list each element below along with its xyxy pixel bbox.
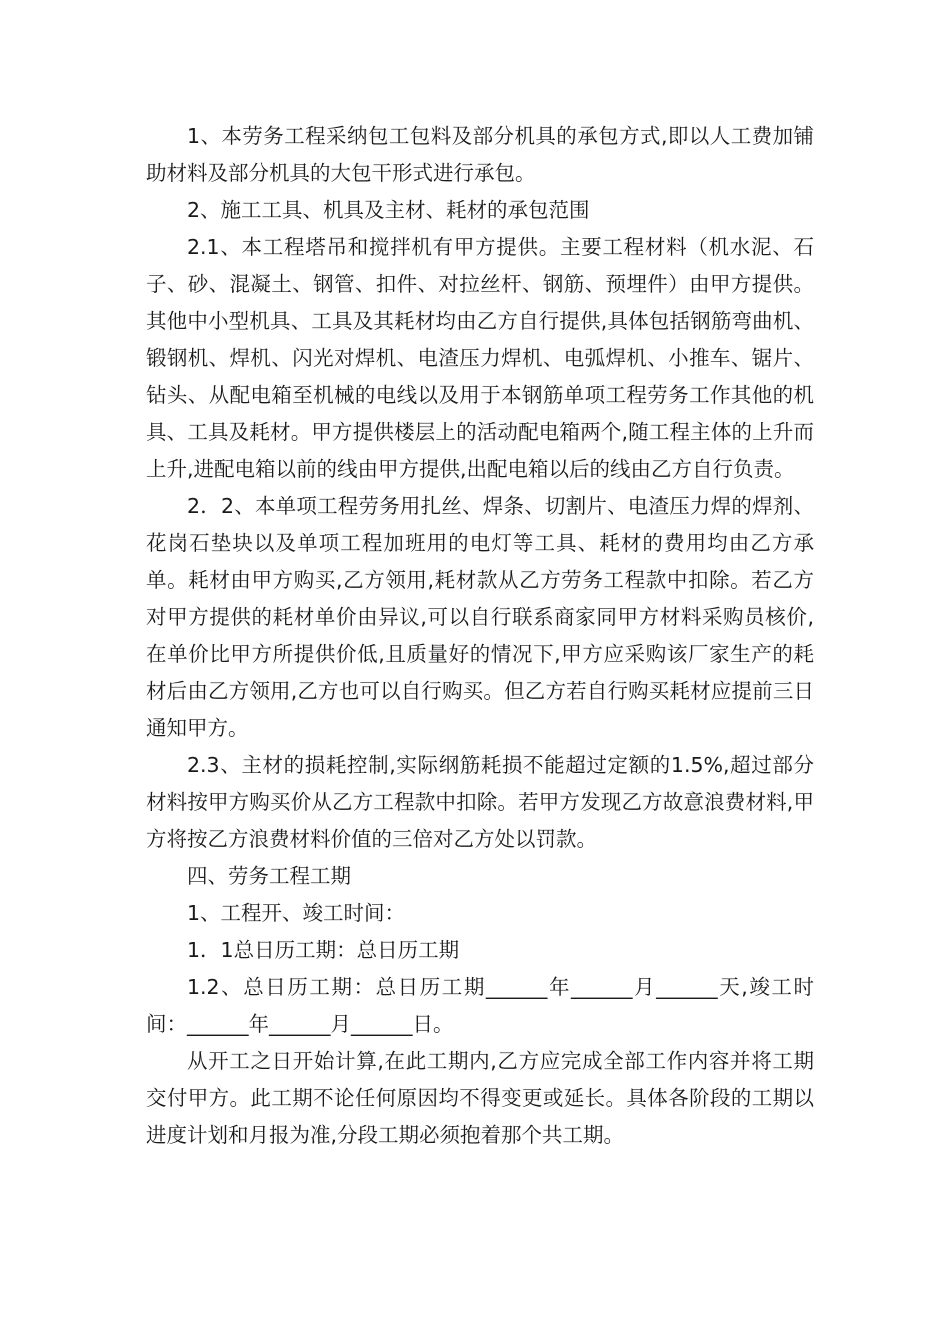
document-body [146,118,814,1154]
paragraph-clause-2-1: 2.1、本工程塔吊和搅拌机有甲方提供。主要工程材料（机水泥、石子、砂、混凝土、钢管、扣件、对拉丝杆、钢筋、预埋件）由甲方提供。其他中小型机具、工具及其耗材均由乙方自行提供,具体包括钢筋弯曲机、锻钢机、焊机、闪光对焊机、电渣压力焊机、电弧焊机、小推车、锯片、钻头、从配电箱至机械的电线以及用于本钢筋单项工程劳务工作其他的机具、工具及耗材。甲方提供楼层上的活动配电箱两个,随工程主体的上升而上升,进配电箱以前的线由甲方提供,出配电箱以后的线由乙方自行负责。 [146,235,814,481]
paragraph-clause-2-2: 2．2、本单项工程劳务用扎丝、焊条、切割片、电渣压力焊的焊剂、花岗石垫块以及单项工程加班用的电灯等工具、耗材的费用均由乙方承单。耗材由甲方购买,乙方领用,耗材款从乙方劳务工程款中扣除。若乙方对甲方提供的耗材单价由异议,可以自行联系商家同甲方材料采购员核价,在单价比甲方所提供价低,且质量好的情况下,甲方应采购该厂家生产的耗材后由乙方领用,乙方也可以自行购买。但乙方若自行购买耗材应提前三日通知甲方。 [146,494,814,740]
paragraph-clause-1-1: 1．1总日历工期：总日历工期 [187,938,460,962]
paragraph-clause-1-2: 1.2、总日历工期：总日历工期______年______月______天,竣工时间：______年______月______日。 [146,975,814,1036]
paragraph-start-end-time: 1、工程开、竣工时间： [187,901,406,925]
paragraph-contract-method: 1、本劳务工程采纳包工包料及部分机具的承包方式,即以人工费加铺助材料及部分机具的大包干形式进行承包。 [146,124,814,185]
paragraph-scope-heading: 2、施工工具、机具及主材、耗材的承包范围 [187,198,590,222]
paragraph-clause-2-3: 2.3、主材的损耗控制,实际纲筋耗损不能超过定额的1.5%,超过部分材料按甲方购买价从乙方工程款中扣除。若甲方发现乙方故意浪费材料,甲方将按乙方浪费材料价值的三倍对乙方处以罚款。 [146,753,814,851]
section-heading-schedule: 四、劳务工程工期 [187,864,351,888]
paragraph-schedule-terms: 从开工之日开始计算,在此工期内,乙方应完成全部工作内容并将工期交付甲方。此工期不论任何原因均不得变更或延长。具体各阶段的工期以进度计划和月报为准,分段工期必须抱着那个共工期。 [146,1049,814,1147]
